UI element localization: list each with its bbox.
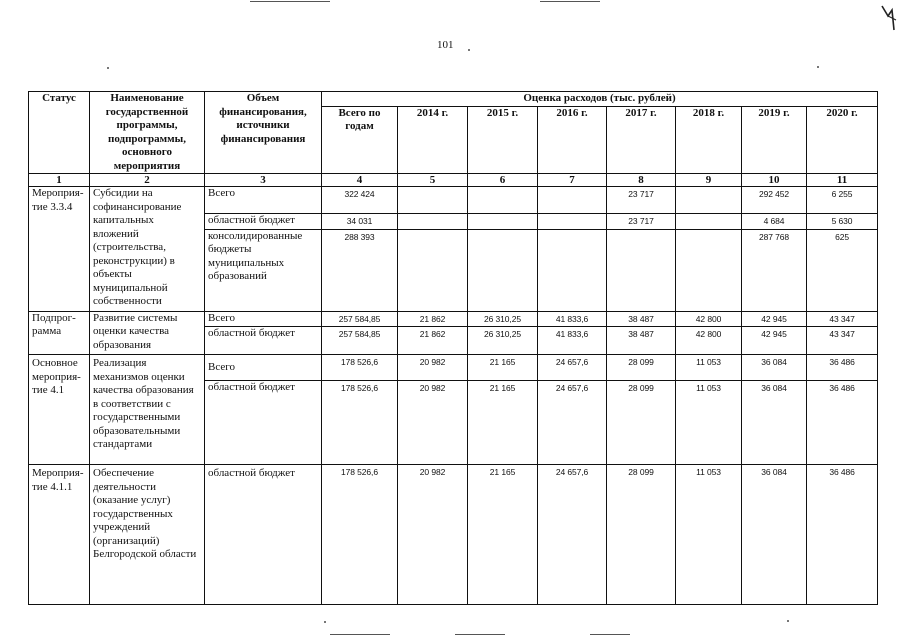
status-cell: Основное мероприя-тие 4.1 <box>29 355 90 465</box>
value-cell: 178 526,6 <box>322 465 398 605</box>
value-cell: 4 684 <box>742 214 807 230</box>
value-cell: 257 584,85 <box>322 311 398 327</box>
value-cell: 23 717 <box>607 214 676 230</box>
value-cell: 34 031 <box>322 214 398 230</box>
column-number: 8 <box>607 174 676 187</box>
status-cell: Мероприя-тие 3.3.4 <box>29 187 90 312</box>
value-cell: 26 310,25 <box>468 327 538 355</box>
value-cell: 20 982 <box>398 465 468 605</box>
year-header: 2019 г. <box>742 106 807 174</box>
funding-source-cell: Всего <box>205 311 322 327</box>
name-cell: Реализация механизмов оценки качества образования в соответствии с государственными образовательными стандартами <box>90 355 205 465</box>
column-number-row <box>29 174 878 187</box>
value-cell: 42 800 <box>676 327 742 355</box>
value-cell: 178 526,6 <box>322 381 398 465</box>
value-cell <box>468 229 538 311</box>
value-cell: 21 165 <box>468 381 538 465</box>
value-cell: 43 347 <box>807 311 878 327</box>
column-number: 7 <box>538 174 607 187</box>
year-header: 2020 г. <box>807 106 878 174</box>
funding-source-cell: областной бюджет <box>205 381 322 465</box>
column-number: 4 <box>322 174 398 187</box>
scan-artifact <box>324 621 326 623</box>
value-cell: 36 486 <box>807 465 878 605</box>
column-number: 2 <box>90 174 205 187</box>
value-cell: 625 <box>807 229 878 311</box>
name-cell: Обеспечение деятельности (оказание услуг) государственных учреждений (организаций) Белгородской области <box>90 465 205 605</box>
status-cell: Мероприя-тие 4.1.1 <box>29 465 90 605</box>
value-cell: 20 982 <box>398 381 468 465</box>
estimate-header: Оценка расходов (тыс. рублей) <box>322 92 878 107</box>
scan-artifact <box>787 620 789 622</box>
value-cell: 287 768 <box>742 229 807 311</box>
value-cell: 36 084 <box>742 355 807 381</box>
funding-source-cell: консолидированные бюджеты муниципальных образований <box>205 229 322 311</box>
column-number: 1 <box>29 174 90 187</box>
scan-artifact <box>455 634 505 635</box>
name-header: Наименование государственной программы, подпрограммы, основного мероприятия <box>90 92 205 174</box>
value-cell <box>398 214 468 230</box>
name-cell: Развитие системы оценки качества образования <box>90 311 205 355</box>
value-cell: 6 255 <box>807 187 878 214</box>
value-cell: 11 053 <box>676 381 742 465</box>
value-cell: 36 084 <box>742 381 807 465</box>
year-header: 2018 г. <box>676 106 742 174</box>
year-header: 2014 г. <box>398 106 468 174</box>
value-cell: 20 982 <box>398 355 468 381</box>
value-cell <box>538 187 607 214</box>
value-cell: 21 862 <box>398 327 468 355</box>
value-cell: 41 833,6 <box>538 327 607 355</box>
value-cell: 36 084 <box>742 465 807 605</box>
value-cell: 288 393 <box>322 229 398 311</box>
header-row-1 <box>29 92 878 107</box>
funding-source-cell: областной бюджет <box>205 214 322 230</box>
value-cell: 24 657,6 <box>538 465 607 605</box>
value-cell: 36 486 <box>807 355 878 381</box>
funding-header: Объем финансирования, источники финансирования <box>205 92 322 174</box>
total-header: Всего по годам <box>322 106 398 174</box>
value-cell: 11 053 <box>676 355 742 381</box>
value-cell: 21 165 <box>468 355 538 381</box>
page-number: 101 <box>437 39 454 51</box>
value-cell: 42 945 <box>742 311 807 327</box>
value-cell: 28 099 <box>607 465 676 605</box>
scan-artifact <box>468 49 470 51</box>
value-cell: 43 347 <box>807 327 878 355</box>
column-number: 9 <box>676 174 742 187</box>
value-cell <box>538 229 607 311</box>
value-cell: 23 717 <box>607 187 676 214</box>
value-cell: 28 099 <box>607 355 676 381</box>
value-cell: 36 486 <box>807 381 878 465</box>
value-cell: 41 833,6 <box>538 311 607 327</box>
value-cell: 26 310,25 <box>468 311 538 327</box>
value-cell <box>398 229 468 311</box>
value-cell: 42 800 <box>676 311 742 327</box>
value-cell: 292 452 <box>742 187 807 214</box>
value-cell: 38 487 <box>607 311 676 327</box>
funding-source-cell: областной бюджет <box>205 465 322 605</box>
value-cell <box>468 214 538 230</box>
value-cell <box>538 214 607 230</box>
value-cell: 28 099 <box>607 381 676 465</box>
column-number: 11 <box>807 174 878 187</box>
funding-source-cell: областной бюджет <box>205 327 322 355</box>
value-cell: 5 630 <box>807 214 878 230</box>
corner-mark-icon <box>878 4 900 34</box>
year-header: 2017 г. <box>607 106 676 174</box>
scan-artifact <box>590 634 630 635</box>
value-cell <box>607 229 676 311</box>
value-cell: 24 657,6 <box>538 355 607 381</box>
value-cell: 21 862 <box>398 311 468 327</box>
column-number: 3 <box>205 174 322 187</box>
funding-source-cell: Всего <box>205 187 322 214</box>
status-header: Статус <box>29 92 90 174</box>
year-header: 2015 г. <box>468 106 538 174</box>
value-cell: 21 165 <box>468 465 538 605</box>
value-cell: 42 945 <box>742 327 807 355</box>
value-cell: 178 526,6 <box>322 355 398 381</box>
scan-artifact <box>250 1 330 2</box>
scan-artifact <box>330 634 390 635</box>
column-number: 5 <box>398 174 468 187</box>
table-row <box>29 355 878 381</box>
budget-table <box>28 91 878 605</box>
column-number: 6 <box>468 174 538 187</box>
value-cell: 11 053 <box>676 465 742 605</box>
value-cell <box>676 214 742 230</box>
scan-artifact <box>817 66 819 68</box>
table-row <box>29 311 878 327</box>
value-cell: 322 424 <box>322 187 398 214</box>
status-cell: Подпрог-рамма <box>29 311 90 355</box>
value-cell: 38 487 <box>607 327 676 355</box>
scan-artifact <box>540 1 600 2</box>
name-cell: Субсидии на софинансирование капитальных вложений (строительства, реконструкции) в объекты муниципальной собственности <box>90 187 205 312</box>
table-row <box>29 465 878 605</box>
value-cell <box>676 229 742 311</box>
value-cell: 257 584,85 <box>322 327 398 355</box>
scan-artifact <box>107 67 109 69</box>
value-cell: 24 657,6 <box>538 381 607 465</box>
value-cell <box>398 187 468 214</box>
column-number: 10 <box>742 174 807 187</box>
year-header: 2016 г. <box>538 106 607 174</box>
funding-source-cell: Всего <box>205 355 322 381</box>
table-row <box>29 187 878 214</box>
value-cell <box>468 187 538 214</box>
value-cell <box>676 187 742 214</box>
